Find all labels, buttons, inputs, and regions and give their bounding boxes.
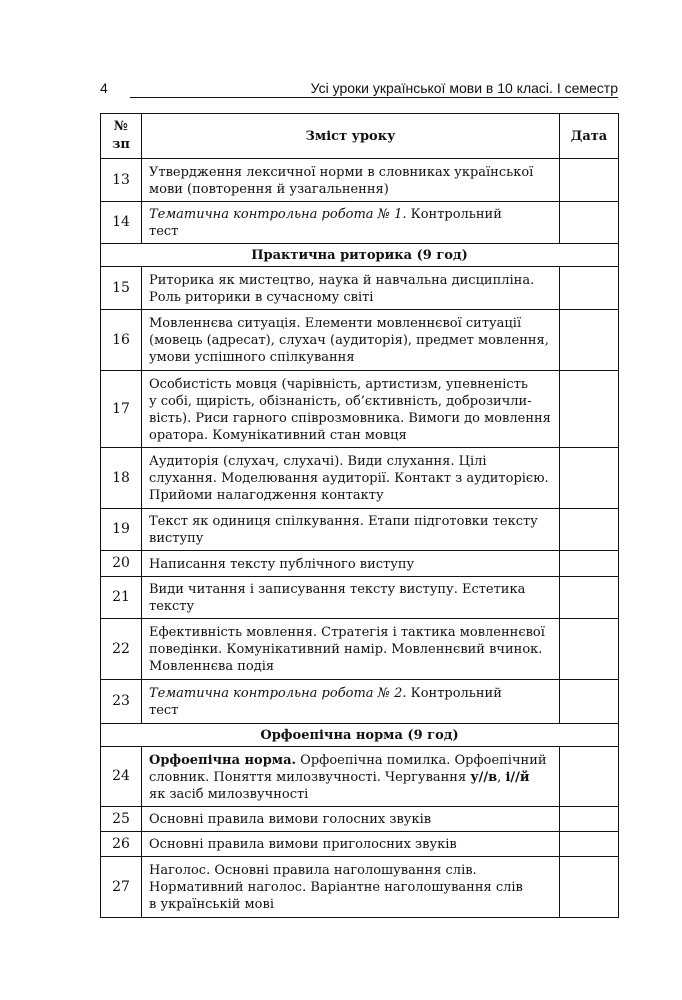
- date-cell: [560, 680, 619, 724]
- row-number: 23: [101, 680, 142, 724]
- row-content: [142, 857, 560, 918]
- content-line: Прийоми налагодження контакту: [149, 488, 384, 503]
- date-cell: [560, 509, 619, 551]
- date-cell: [560, 747, 619, 807]
- lesson-plan-table: [100, 113, 619, 918]
- row-content: [142, 159, 560, 202]
- column-header-date: Дата: [560, 114, 619, 159]
- content-line: Нормативний наголос. Варіантне наголошування слів: [149, 880, 523, 895]
- date-cell: [560, 807, 619, 832]
- table-row: [101, 577, 619, 619]
- content-line: Основні правила вимови голосних звуків: [149, 812, 432, 827]
- content-line: Основні правила вимови приголосних звуків: [149, 837, 457, 852]
- date-cell: [560, 267, 619, 310]
- row-number: 24: [101, 747, 142, 807]
- row-number: 26: [101, 832, 142, 857]
- content-line: тексту: [149, 599, 195, 614]
- table-row: [101, 371, 619, 448]
- row-content: [142, 202, 560, 244]
- row-number: 27: [101, 857, 142, 918]
- content-bold: Орфоепічна норма.: [149, 752, 297, 768]
- content-line: в українській мові: [149, 897, 274, 912]
- content-line: оратора. Комунікативний стан мовця: [149, 427, 407, 443]
- row-number: 20: [101, 551, 142, 577]
- row-number: 18: [101, 448, 142, 509]
- content-line: слухання. Моделювання аудиторії. Контакт з аудиторією.: [149, 471, 549, 486]
- row-content: [142, 509, 560, 551]
- content-line: Наголос. Основні правила наголошування слів.: [149, 863, 477, 878]
- row-number: 17: [101, 371, 142, 448]
- section-row: [101, 724, 619, 747]
- row-number: 15: [101, 267, 142, 310]
- row-content: [142, 747, 560, 807]
- content-italic: Тематична контрольна робота № 2.: [149, 686, 407, 701]
- date-cell: [560, 857, 619, 918]
- row-content: [142, 619, 560, 680]
- content-line: Утвердження лексичної норми в словниках української: [149, 164, 534, 180]
- content-line: Ефективність мовлення. Стратегія і тактика мовленнєвої: [149, 625, 545, 640]
- table-row: [101, 807, 619, 832]
- date-cell: [560, 371, 619, 448]
- content-line: словник. Поняття милозвучності. Чергування: [149, 769, 471, 785]
- content-bold: у//в: [470, 769, 498, 785]
- row-content: [142, 267, 560, 310]
- content-line: тест: [149, 224, 179, 239]
- page-number: 4: [100, 80, 108, 96]
- row-content: [142, 551, 560, 577]
- row-number: 22: [101, 619, 142, 680]
- row-number: 21: [101, 577, 142, 619]
- table-row: [101, 448, 619, 509]
- content-line: виступу: [149, 531, 204, 546]
- content-line: тест: [149, 703, 179, 718]
- content-line: у собі, щирість, обізнаність, об’єктивність, доброзичли-: [149, 393, 532, 409]
- content-line: як засіб милозвучності: [149, 786, 309, 802]
- column-header-number-line2: зп: [112, 137, 130, 152]
- column-header-content: Зміст уроку: [142, 114, 560, 159]
- row-number: 25: [101, 807, 142, 832]
- row-content: [142, 577, 560, 619]
- content-line: Риторика як мистецтво, наука й навчальна дисципліна.: [149, 272, 535, 288]
- table-row: [101, 310, 619, 371]
- date-cell: [560, 619, 619, 680]
- row-content: [142, 832, 560, 857]
- date-cell: [560, 159, 619, 202]
- content-line: Контрольний: [406, 686, 502, 701]
- section-heading: Орфоепічна норма (9 год): [101, 724, 619, 747]
- row-content: [142, 371, 560, 448]
- table-header-row: [101, 114, 619, 159]
- table-row: [101, 551, 619, 577]
- date-cell: [560, 202, 619, 244]
- running-title: Усі уроки української мови в 10 класі. І семестр: [310, 80, 618, 96]
- date-cell: [560, 577, 619, 619]
- content-line: Написання тексту публічного виступу: [149, 556, 415, 572]
- content-line: Текст як одиниця спілкування. Етапи підготовки тексту: [149, 514, 538, 529]
- row-content: [142, 680, 560, 724]
- table-row: [101, 509, 619, 551]
- content-line: Особистість мовця (чарівність, артистизм, упевненість: [149, 376, 528, 392]
- row-content: [142, 448, 560, 509]
- section-heading: Практична риторика (9 год): [101, 244, 619, 267]
- content-line: Мовленнєва подія: [149, 659, 275, 674]
- table-row: [101, 267, 619, 310]
- content-line: (мовець (адресат), слухач (аудиторія), предмет мовлення,: [149, 333, 549, 348]
- row-content: [142, 310, 560, 371]
- row-number: 13: [101, 159, 142, 202]
- content-line: вість). Риси гарного співрозмовника. Вимоги до мовлення: [149, 410, 551, 426]
- table-row: [101, 202, 619, 244]
- content-bold: і//й: [505, 769, 530, 785]
- table-row: [101, 680, 619, 724]
- table-row: [101, 619, 619, 680]
- column-header-number-line1: №: [113, 119, 129, 134]
- table-row: [101, 159, 619, 202]
- date-cell: [560, 551, 619, 577]
- content-line: мови (повторення й узагальнення): [149, 181, 389, 197]
- content-italic: Тематична контрольна робота № 1.: [149, 207, 407, 222]
- content-line: поведінки. Комунікативний намір. Мовленнєвий вчинок.: [149, 642, 543, 657]
- content-line: Орфоепічна помилка. Орфоепічний: [296, 752, 547, 768]
- row-number: 19: [101, 509, 142, 551]
- table-row: [101, 832, 619, 857]
- table-row: [101, 747, 619, 807]
- column-header-number: [101, 114, 142, 159]
- row-content: [142, 807, 560, 832]
- content-line: Види читання і записування тексту виступу. Естетика: [149, 582, 526, 597]
- content-line: Контрольний: [406, 207, 502, 222]
- section-row: [101, 244, 619, 267]
- content-line: Мовленнєва ситуація. Елементи мовленнєвої ситуації: [149, 316, 522, 331]
- content-line: умови успішного спілкування: [149, 350, 355, 365]
- date-cell: [560, 448, 619, 509]
- table-row: [101, 857, 619, 918]
- date-cell: [560, 310, 619, 371]
- header-rule: [130, 97, 618, 98]
- date-cell: [560, 832, 619, 857]
- content-line: Роль риторики в сучасному світі: [149, 289, 374, 305]
- row-number: 14: [101, 202, 142, 244]
- content-line: Аудиторія (слухач, слухачі). Види слухання. Цілі: [149, 454, 487, 469]
- content-line: ,: [497, 769, 506, 785]
- row-number: 16: [101, 310, 142, 371]
